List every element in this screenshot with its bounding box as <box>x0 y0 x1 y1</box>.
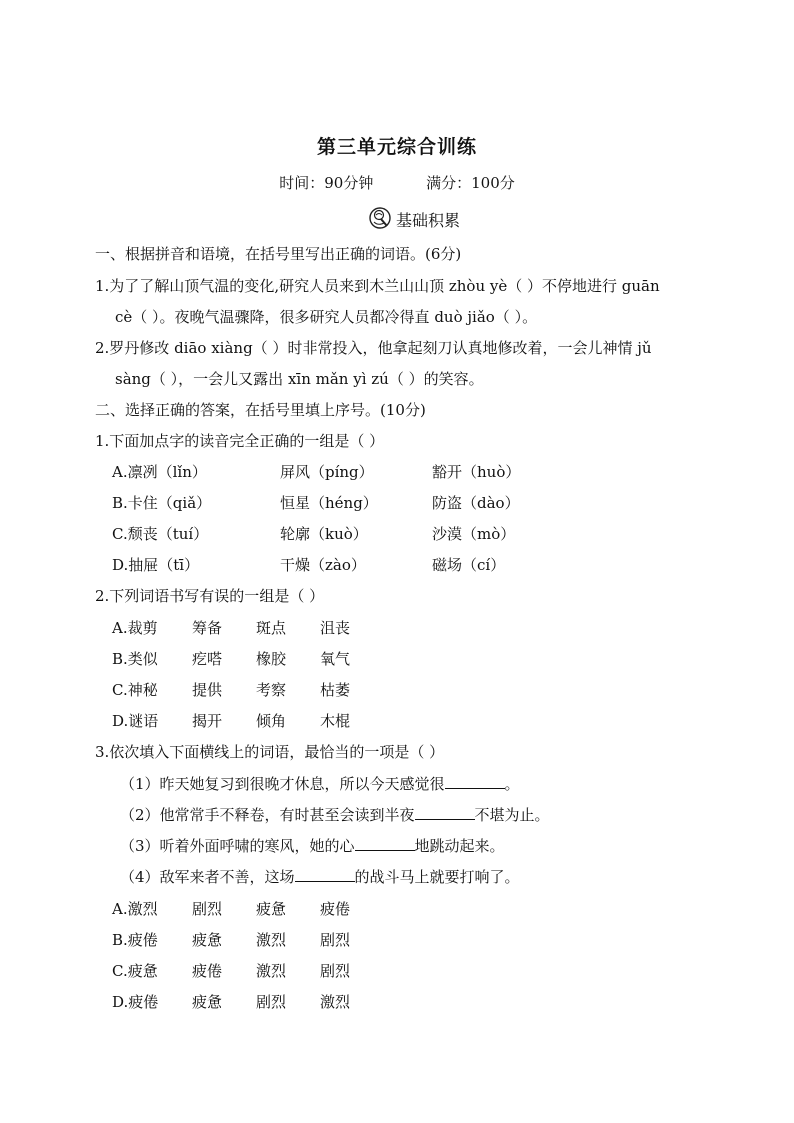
q2-sub3-option: C.疲惫 <box>112 962 158 980</box>
q2-sub2-option: C.神秘 <box>112 681 158 699</box>
q2-sub3-sentence <box>120 774 520 794</box>
q2-sub1-stem: 1.下面加点字的读音完全正确的一组是（ ） <box>95 432 385 450</box>
section-badge <box>368 204 460 234</box>
q1-item2-line2: sàng（ ），一会儿又露出 xīn mǎn yì zú（ ）的笑容。 <box>115 370 484 388</box>
sentence-text: （4）敌军来者不善，这场 <box>120 868 295 886</box>
q2-sub2-option: 揭开 <box>192 712 223 730</box>
q1-heading: 一、根据拼音和语境，在括号里写出正确的词语。(6分) <box>95 245 462 263</box>
q2-sub1-option: A.凛冽（lǐn） <box>112 463 207 481</box>
q2-sub2-option: B.类似 <box>112 650 158 668</box>
section-label: 基础积累 <box>396 210 461 230</box>
q2-sub1-option: 沙漠（mò） <box>432 525 516 543</box>
q2-sub3-option: D.疲倦 <box>112 993 159 1011</box>
q1-item1-line1: 1.为了了解山顶气温的变化,研究人员来到木兰山山顶 zhòu yè（ ）不停地进行 guān <box>95 277 660 295</box>
sentence-text: （1）昨天她复习到很晚才休息，所以今天感觉很 <box>120 775 445 793</box>
q2-sub1-option: 轮廓（kuò） <box>280 525 368 543</box>
q2-sub3-stem: 3.依次填入下面横线上的词语，最恰当的一项是（ ） <box>95 743 445 761</box>
microphone-icon <box>368 206 394 232</box>
answer-blank[interactable] <box>415 805 475 820</box>
q2-sub3-option: B.疲倦 <box>112 931 158 949</box>
q2-sub2-option: 氧气 <box>320 650 351 668</box>
q2-sub2-option: 橡胶 <box>256 650 287 668</box>
sentence-text: 地跳动起来。 <box>414 837 505 855</box>
q2-sub2-option: 斑点 <box>256 619 287 637</box>
q2-sub3-option: 疲惫 <box>256 900 287 918</box>
q2-heading: 二、选择正确的答案，在括号里填上序号。(10分) <box>95 401 426 419</box>
q2-sub3-option: A.激烈 <box>112 900 158 918</box>
q2-sub3-option: 剧烈 <box>320 931 351 949</box>
q2-sub2-stem: 2.下列词语书写有误的一组是（ ） <box>95 587 325 605</box>
sentence-text: （2）他常常手不释卷，有时甚至会读到半夜 <box>120 806 415 824</box>
q2-sub3-option: 疲惫 <box>192 993 223 1011</box>
q2-sub1-option: B.卡住（qiǎ） <box>112 494 212 512</box>
q2-sub2-option: 疙嗒 <box>192 650 223 668</box>
q2-sub3-option: 激烈 <box>320 993 351 1011</box>
q2-sub3-option: 剧烈 <box>320 962 351 980</box>
exam-score: 满分：100分 <box>426 174 515 192</box>
q2-sub1-option: 磁场（cí） <box>432 556 506 574</box>
exam-meta <box>0 172 794 193</box>
q2-sub3-option: 剧烈 <box>256 993 287 1011</box>
q1-item2-line1: 2.罗丹修改 diāo xiàng（ ）时非常投入，他拿起刻刀认真地修改着，一会儿神情 jǔ <box>95 339 652 357</box>
q2-sub1-option: 豁开（huò） <box>432 463 521 481</box>
q2-sub2-option: 提供 <box>192 681 223 699</box>
q1-item1-line2: cè（ ）。夜晚气温骤降，很多研究人员都冷得直 duò jiǎo（ ）。 <box>115 308 538 326</box>
q2-sub2-option: 倾角 <box>256 712 287 730</box>
q2-sub3-sentence <box>120 867 520 887</box>
q2-sub1-option: D.抽屉（tī） <box>112 556 200 574</box>
q2-sub3-option: 疲倦 <box>192 962 223 980</box>
q2-sub3-sentence <box>120 805 550 825</box>
sentence-text: 。 <box>504 775 520 793</box>
q2-sub3-sentence <box>120 836 505 856</box>
q2-sub3-option: 疲倦 <box>320 900 351 918</box>
q2-sub1-option: 干燥（zào） <box>280 556 366 574</box>
q2-sub3-option: 激烈 <box>256 931 287 949</box>
sentence-text: （3）听着外面呼啸的寒风，她的心 <box>120 837 355 855</box>
sentence-text: 不堪为止。 <box>474 806 550 824</box>
sentence-text: 的战斗马上就要打响了。 <box>354 868 520 886</box>
page-title: 第三单元综合训练 <box>316 136 477 158</box>
exam-time: 时间：90分钟 <box>279 174 374 192</box>
q2-sub2-option: 筹备 <box>192 619 223 637</box>
q2-sub1-option: C.颓丧（tuí） <box>112 525 209 543</box>
q2-sub2-option: D.谜语 <box>112 712 159 730</box>
answer-blank[interactable] <box>355 836 415 851</box>
q2-sub2-option: 考察 <box>256 681 287 699</box>
q2-sub2-option: A.裁剪 <box>112 619 158 637</box>
q2-sub3-option: 疲惫 <box>192 931 223 949</box>
q2-sub2-option: 沮丧 <box>320 619 351 637</box>
answer-blank[interactable] <box>445 774 505 789</box>
q2-sub1-option: 屏风（píng） <box>280 463 374 481</box>
answer-blank[interactable] <box>295 867 355 882</box>
q2-sub3-option: 激烈 <box>256 962 287 980</box>
q2-sub1-option: 恒星（héng） <box>280 494 378 512</box>
q2-sub2-option: 枯萎 <box>320 681 351 699</box>
q2-sub3-option: 剧烈 <box>192 900 223 918</box>
q2-sub2-option: 木棍 <box>320 712 351 730</box>
q2-sub1-option: 防盗（dào） <box>432 494 520 512</box>
